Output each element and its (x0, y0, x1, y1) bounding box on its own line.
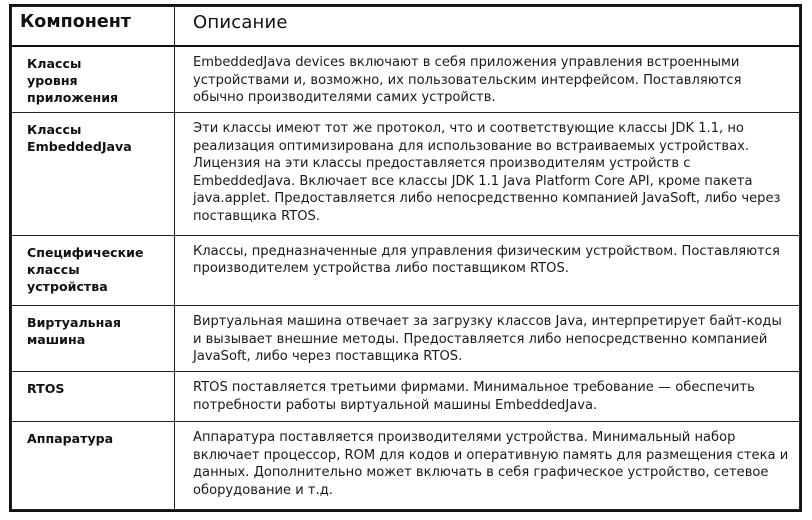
component-name: RTOS (27, 381, 65, 397)
description-cell (175, 422, 800, 510)
component-cell (12, 305, 175, 371)
description-text: EmbeddedJava devices включают в себя приложения управления встроенными устройствами и, возможно, их пользовательским интерфейсом. Поставляются обычно производителями самих устройств. (193, 55, 742, 106)
component-cell (12, 46, 175, 113)
table-row (12, 422, 800, 510)
component-name: Виртуальная машина (27, 314, 121, 347)
description-cell (175, 305, 800, 371)
description-text: Виртуальная машина отвечает за загрузку классов Java, интерпретирует байт-коды и вызывает внешние методы. Предоставляется либо непосредственно компанией JavaSoft, либо через поставщика RTOS. (193, 313, 782, 365)
description-text: Аппаратура поставляется производителями устройства. Минимальный набор включает процессор, ROM для кодов и оперативную память для размещения стека и данных. Дополнительно может включать в себя графическое устройство, сетевое оборудование и т.д. (193, 430, 789, 498)
column-header-component: Компонент (12, 7, 175, 47)
description-text: Эти классы имеют тот же протокол, что и соответствующие классы JDK 1.1, но реализация оптимизирована для использование во встраиваемых устройствах. Лицензия на эти классы предоставляется производителям устройств с EmbeddedJava. Включает все классы JDK 1.1 Java Platform Core API, кроме пакета java.applet. Предоставляется либо непосредственно компанией JavaSoft, либо через поставщика RTOS. (193, 121, 781, 225)
table-header (12, 7, 800, 47)
component-name: Классы EmbeddedJava (27, 122, 132, 155)
component-name: Специфические классы устройства (27, 244, 144, 294)
description-text: Классы, предназначенные для управления физическим устройством. Поставляются производителем устройства либо поставщиком RTOS. (193, 243, 780, 277)
table-body (12, 46, 800, 510)
component-cell (12, 372, 175, 422)
table-row (12, 235, 800, 305)
table-row (12, 372, 800, 422)
table-row (12, 113, 800, 235)
component-cell (12, 422, 175, 510)
component-name: Аппаратура (27, 431, 114, 447)
table-row (12, 305, 800, 371)
header-row (12, 7, 800, 47)
description-cell (175, 46, 800, 113)
components-table (11, 6, 800, 510)
component-name: Классы уровня приложения (27, 56, 119, 105)
description-text: RTOS поставляется третьими фирмами. Минимальное требование — обеспечить потребности работы виртуальной машины EmbeddedJava. (193, 380, 755, 413)
description-cell (175, 235, 800, 305)
component-cell (12, 113, 175, 235)
component-cell (12, 235, 175, 305)
table-row (12, 46, 800, 113)
column-header-description: Описание (175, 7, 800, 47)
description-cell (175, 372, 800, 422)
description-cell (175, 113, 800, 235)
components-table-container (9, 4, 802, 512)
